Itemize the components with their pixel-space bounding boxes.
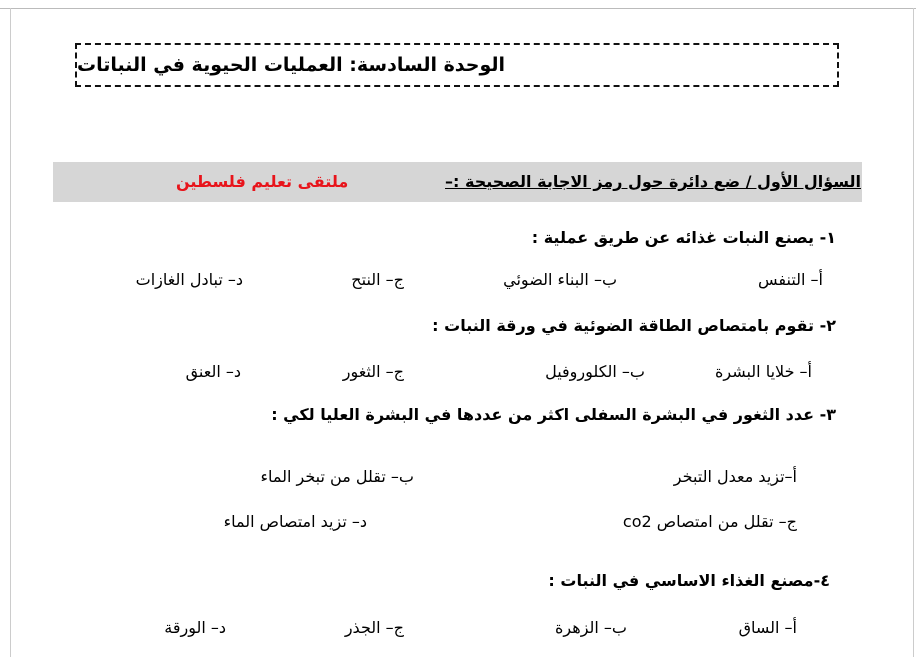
question-1-option-a[interactable]: أ– التنفس <box>758 270 823 289</box>
question-4-stem: ٤-مصنع الغذاء الاساسي في النبات : <box>548 571 830 590</box>
question-4-option-c[interactable]: ج– الجذر <box>344 618 404 637</box>
brand-label: ملتقى تعليم فلسطين <box>176 172 349 191</box>
question-3-option-a[interactable]: أ–تزيد معدل التبخر <box>673 467 797 486</box>
question-4-option-d[interactable]: د– الورقة <box>164 618 226 637</box>
question-2-option-b[interactable]: ب– الكلوروفيل <box>545 362 645 381</box>
unit-title: الوحدة السادسة: العمليات الحيوية في النباتات <box>77 54 506 76</box>
question-4-option-b[interactable]: ب– الزهرة <box>555 618 627 637</box>
question-1-option-b[interactable]: ب– البناء الضوئي <box>503 270 617 289</box>
question-2-option-a[interactable]: أ– خلايا البشرة <box>714 362 812 381</box>
question-1-stem: ١- يصنع النبات غذائه عن طريق عملية : <box>531 228 836 247</box>
question-2-stem: ٢- تقوم بامتصاص الطاقة الضوئية في ورقة النبات : <box>432 316 836 335</box>
page-left-border <box>10 8 11 657</box>
question-3-option-d[interactable]: د– تزيد امتصاص الماء <box>223 512 367 531</box>
question-heading: السؤال الأول / ضع دائرة حول رمز الاجابة الصحيحة :– <box>445 172 861 191</box>
page-top-border <box>0 0 916 9</box>
question-3-option-b[interactable]: ب– تقلل من تبخر الماء <box>260 467 414 486</box>
question-4-option-a[interactable]: أ– الساق <box>738 618 797 637</box>
question-2-option-c[interactable]: ج– الثغور <box>342 362 404 381</box>
question-2-option-d[interactable]: د– العنق <box>185 362 241 381</box>
page-right-border <box>913 8 914 657</box>
unit-title-box <box>75 43 839 87</box>
question-3-stem: ٣- عدد الثغور في البشرة السفلى اكثر من عددها في البشرة العليا لكي : <box>271 405 836 424</box>
question-3-option-c[interactable]: ج– تقلل من امتصاص co2 <box>622 512 797 531</box>
question-1-option-d[interactable]: د– تبادل الغازات <box>135 270 243 289</box>
question-1-option-c[interactable]: ج– النتح <box>351 270 404 289</box>
